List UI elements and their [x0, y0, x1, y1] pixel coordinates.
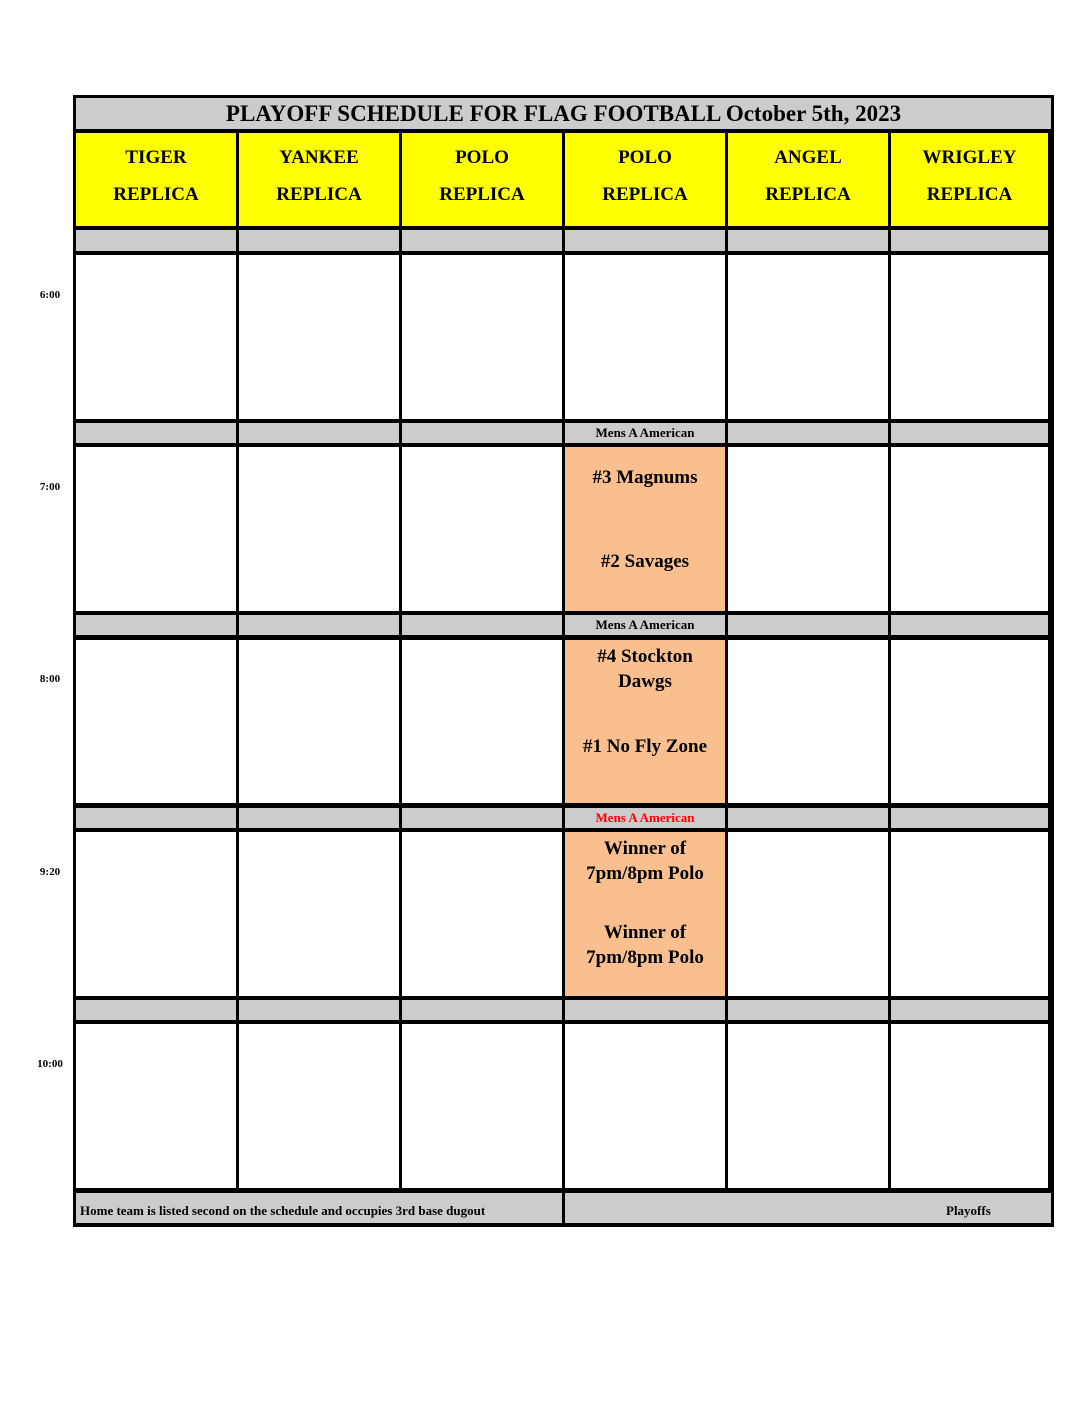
time-label: 10:00: [37, 1058, 63, 1070]
footer-label-text: Playoffs: [946, 1203, 991, 1218]
empty-slot: [565, 1024, 725, 1188]
field-header: [891, 133, 1048, 226]
division-band: [728, 615, 888, 635]
team-home: Winner of 7pm/8pm Polo: [586, 922, 704, 968]
division-band: [891, 423, 1048, 443]
field-sub: REPLICA: [602, 184, 688, 205]
division-band: Mens A American: [565, 808, 725, 828]
field-header: [728, 133, 888, 226]
division-band: [76, 423, 236, 443]
field-header: [239, 133, 399, 226]
division-band: [76, 615, 236, 635]
empty-slot: [402, 832, 562, 996]
division-band: [565, 230, 725, 251]
division-band: [402, 808, 562, 828]
time-label: 8:00: [39, 673, 61, 685]
schedule-table: [73, 95, 1054, 1227]
empty-slot: [891, 255, 1048, 419]
division-band: [239, 423, 399, 443]
empty-slot: [76, 1024, 236, 1188]
field-header: [565, 133, 725, 226]
division-band: [728, 423, 888, 443]
field-name: TIGER: [125, 147, 187, 168]
team-away: Winner of 7pm/8pm Polo: [586, 838, 704, 884]
field-sub: REPLICA: [113, 184, 199, 205]
field-name: POLO: [455, 147, 509, 168]
division-band: [728, 230, 888, 251]
field-sub: REPLICA: [276, 184, 362, 205]
game-slot[interactable]: [565, 640, 725, 803]
empty-slot: [891, 1024, 1048, 1188]
division-band: [891, 615, 1048, 635]
footer-note: [76, 1193, 562, 1223]
empty-slot: [891, 447, 1048, 611]
division-band: [76, 808, 236, 828]
empty-slot: [402, 1024, 562, 1188]
empty-slot: [728, 1024, 888, 1188]
time-label: 6:00: [39, 289, 61, 301]
field-header: [402, 133, 562, 226]
division-band: [891, 230, 1048, 251]
empty-slot: [239, 640, 399, 803]
field-sub: REPLICA: [439, 184, 525, 205]
empty-slot: [76, 640, 236, 803]
field-sub: REPLICA: [926, 184, 1013, 205]
game-slot[interactable]: [565, 832, 725, 996]
field-name: ANGEL: [774, 147, 842, 168]
field-name: YANKEE: [279, 147, 359, 168]
empty-slot: [76, 832, 236, 996]
division-band: [76, 230, 236, 251]
empty-slot: [891, 832, 1048, 996]
empty-slot: [728, 832, 888, 996]
team-home: #1 No Fly Zone: [582, 736, 708, 757]
empty-slot: [728, 447, 888, 611]
division-band: Mens A American: [565, 423, 725, 443]
footer-label: [565, 1193, 1051, 1223]
division-band: [76, 1000, 236, 1020]
empty-slot: [76, 447, 236, 611]
division-band: [402, 230, 562, 251]
division-band: [728, 1000, 888, 1020]
empty-slot: [239, 447, 399, 611]
empty-slot: [565, 255, 725, 419]
division-band: [891, 808, 1048, 828]
division-band: [565, 1000, 725, 1020]
division-band: [402, 423, 562, 443]
team-away: #3 Magnums: [592, 467, 698, 488]
field-header: [76, 133, 236, 226]
division-band: [402, 615, 562, 635]
field-name: POLO: [618, 147, 672, 168]
team-home: #2 Savages: [600, 551, 690, 572]
division-band: Mens A American: [565, 615, 725, 635]
empty-slot: [891, 640, 1048, 803]
division-band: [239, 615, 399, 635]
empty-slot: [402, 255, 562, 419]
game-slot[interactable]: [565, 447, 725, 611]
empty-slot: [239, 1024, 399, 1188]
empty-slot: [239, 255, 399, 419]
field-name: WRIGLEY: [922, 147, 1017, 168]
empty-slot: [728, 640, 888, 803]
empty-slot: [76, 255, 236, 419]
division-band: [239, 230, 399, 251]
team-away: #4 Stockton Dawgs: [597, 646, 693, 692]
division-band: [728, 808, 888, 828]
time-label: 7:00: [39, 481, 61, 493]
empty-slot: [728, 255, 888, 419]
field-sub: REPLICA: [765, 184, 851, 205]
division-band: [239, 808, 399, 828]
page-title: PLAYOFF SCHEDULE FOR FLAG FOOTBALL October 5th, 2023: [76, 98, 1051, 129]
division-band: [402, 1000, 562, 1020]
empty-slot: [402, 640, 562, 803]
empty-slot: [402, 447, 562, 611]
time-label: 9:20: [39, 866, 61, 878]
empty-slot: [239, 832, 399, 996]
footer-note-text: Home team is listed second on the schedule and occupies 3rd base dugout: [80, 1203, 486, 1218]
division-band: [239, 1000, 399, 1020]
division-band: [891, 1000, 1048, 1020]
